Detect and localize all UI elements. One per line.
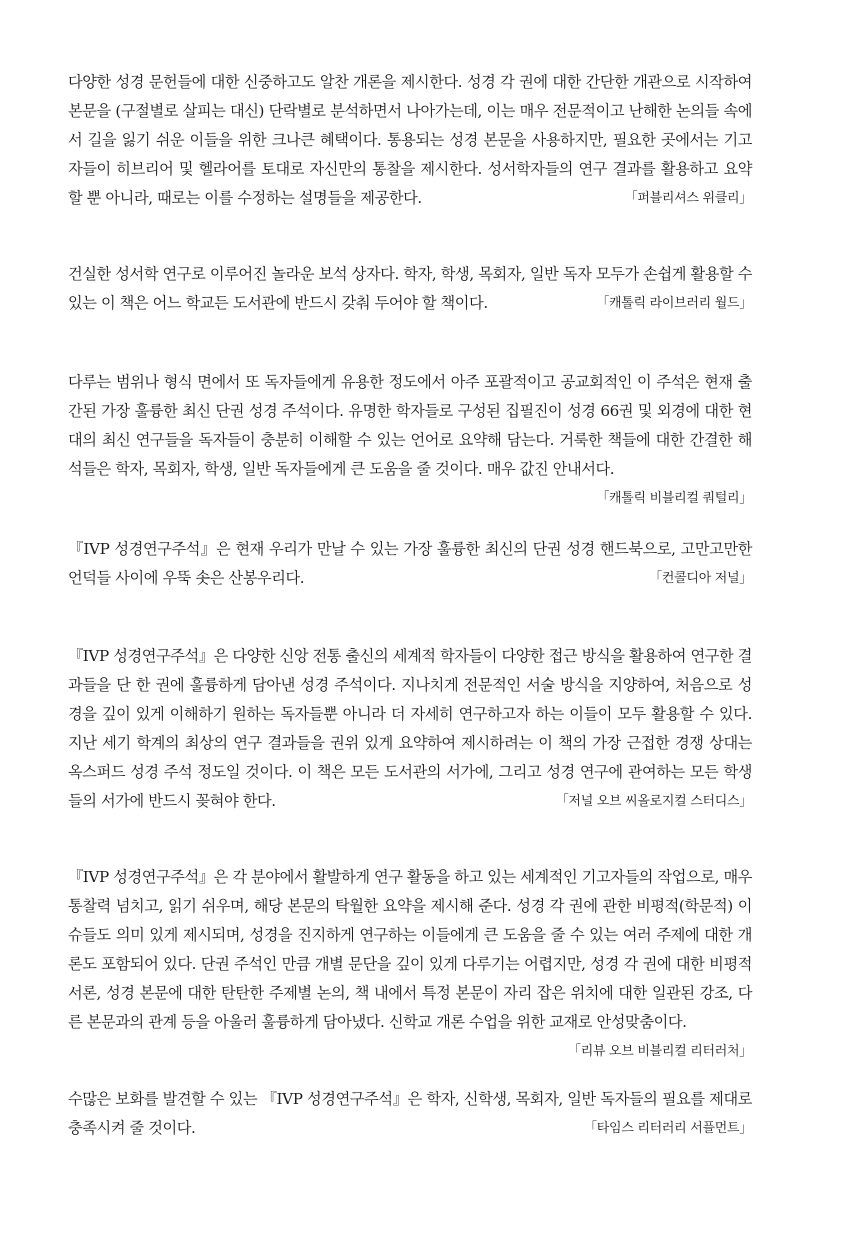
review-body: 다양한 성경 문헌들에 대한 신중하고도 알찬 개론을 제시한다. 성경 각 권에 대한 간단한 개관으로 시작하여 본문을 (구절별로 살피는 대신) 단락별로 분석하면서 나아가는데, 이는 매우 전문적이고 난해한 논의들 속에서 길을 잃기 쉬운 이들을 위한 크나큰 혜택이다. 통용되는 성경 본문을 사용하지만, 필요한 곳에서는 기고자들이 히브리어 및 헬라어를 토대로 자신만의 통찰을 제시한다. 성서학자들의 연구 결과를 활용하고 요약할 뿐 아니라, 때로는 이를 수정하는 설명들을 제공한다. <box>68 73 752 207</box>
review-body: 다루는 범위나 형식 면에서 또 독자들에게 유용한 정도에서 아주 포괄적이고 공교회적인 이 주석은 현재 출간된 가장 훌륭한 최신 단권 성경 주석이다. 유명한 학자들로 구성된 집필진이 성경 66권 및 외경에 대한 현대의 최신 연구들을 독자들이 충분히 이해할 수 있는 언어로 요약해 담는다. 거룩한 책들에 대한 간결한 해석들은 학자, 목회자, 학생, 일반 독자들에게 큰 도움을 줄 것이다. 매우 값진 안내서다. <box>68 373 752 478</box>
review-body: 『IVP 성경연구주석』은 다양한 신앙 전통 출신의 세계적 학자들이 다양한 접근 방식을 활용하여 연구한 결과들을 단 한 권에 훌륭하게 담아낸 성경 주석이다. 지나치게 전문적인 서술 방식을 지양하여, 처음으로 성경을 깊이 있게 이해하기 원하는 독자들뿐 아니라 더 자세히 연구하고자 하는 이들이 모두 활용할 수 있다. 지난 세기 학계의 최상의 연구 결과들을 권위 있게 요약하여 제시하려는 이 책의 가장 근접한 경쟁 상대는 옥스퍼드 성경 주석 정도일 것이다. 이 책은 모든 도서관의 서가에, 그리고 성경 연구에 관여하는 모든 학생들의 서가에 반드시 꽂혀야 한다. <box>68 647 752 810</box>
review-source: 「컨콜디아 저널」 <box>649 571 752 586</box>
review-source: 「저널 오브 씨올로지컬 스터디스」 <box>555 794 752 809</box>
review-times-literary-supplement <box>68 1085 752 1143</box>
review-text <box>68 863 752 1059</box>
review-of-biblical-literature <box>68 863 752 1059</box>
review-text <box>68 368 752 506</box>
review-publishers-weekly <box>68 68 752 213</box>
review-text <box>68 1085 752 1143</box>
review-body: 『IVP 성경연구주석』은 현재 우리가 만날 수 있는 가장 훌륭한 최신의 단권 성경 핸드북으로, 고만고만한 언덕들 사이에 우뚝 솟은 산봉우리다. <box>68 540 752 587</box>
review-page <box>68 68 752 1143</box>
review-source: 「퍼블리셔스 위클리」 <box>624 191 752 206</box>
review-text <box>68 68 752 213</box>
review-journal-of-theological-studies <box>68 642 752 816</box>
review-text <box>68 642 752 816</box>
review-body: 수많은 보화를 발견할 수 있는 『IVP 성경연구주석』은 학자, 신학생, 목회자, 일반 독자들의 필요를 제대로 충족시켜 줄 것이다. <box>68 1090 752 1137</box>
review-catholic-library-world <box>68 260 752 318</box>
review-source: 「캐톨릭 라이브러리 월드」 <box>596 296 752 311</box>
review-text <box>68 535 752 593</box>
review-catholic-biblical-quarterly <box>68 368 752 506</box>
review-body: 건실한 성서학 연구로 이루어진 놀라운 보석 상자다. 학자, 학생, 목회자, 일반 독자 모두가 손쉽게 활용할 수 있는 이 책은 어느 학교든 도서관에 반드시 갖춰 두어야 할 책이다. <box>68 265 752 312</box>
review-source: 「캐톨릭 비블리컬 쿼털리」 <box>596 491 752 506</box>
review-concordia-journal <box>68 535 752 593</box>
review-text <box>68 260 752 318</box>
review-source: 「리뷰 오브 비블리컬 리터러처」 <box>568 1044 752 1059</box>
review-body: 『IVP 성경연구주석』은 각 분야에서 활발하게 연구 활동을 하고 있는 세계적인 기고자들의 작업으로, 매우 통찰력 넘치고, 읽기 쉬우며, 해당 본문의 탁월한 요약을 제시해 준다. 성경 각 권에 관한 비평적(학문적) 이슈들도 의미 있게 제시되며, 성경을 진지하게 연구하는 이들에게 큰 도움을 줄 수 있는 여러 주제에 대한 개론도 포함되어 있다. 단권 주석인 만큼 개별 문단을 깊이 있게 다루기는 어렵지만, 성경 각 권에 대한 비평적 서론, 성경 본문에 대한 탄탄한 주제별 논의, 책 내에서 특정 본문이 자리 잡은 위치에 대한 일관된 강조, 다른 본문과의 관계 등을 아울러 훌륭하게 담아냈다. 신학교 개론 수업을 위한 교재로 안성맞춤이다. <box>68 868 752 1031</box>
review-source: 「타임스 리터러리 서플먼트」 <box>584 1121 752 1136</box>
